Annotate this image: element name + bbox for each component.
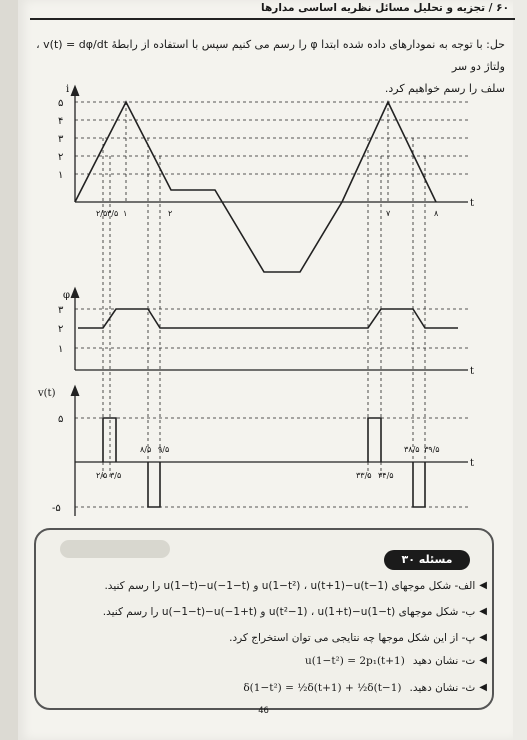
voltage-positive-pulse-1 xyxy=(103,418,116,462)
voltage-x-tick: ۸/۵ xyxy=(140,445,152,454)
page-number: 46 xyxy=(258,706,269,716)
current-y-label: i xyxy=(66,84,70,95)
voltage-x-tick: ۳۹/۵ xyxy=(424,445,440,454)
problem-formula: δ(1−t²) = ½δ(t+1) + ½δ(t−1) xyxy=(243,682,402,694)
problem-item-te xyxy=(44,653,487,669)
problem-item-text: ب- شکل موجهای u(t²−1) ، u(1+t)−u(1−t) و u(−1−t)−u(−1+t) را رسم کنید. xyxy=(102,606,476,618)
current-graph xyxy=(71,86,468,480)
flux-y-tick: ۲ xyxy=(58,324,64,335)
voltage-y-arrow xyxy=(71,386,79,396)
pointer-icon: ◀ xyxy=(479,580,487,591)
flux-y-tick: ۳ xyxy=(58,305,64,316)
current-x-tick: ۳/۵ xyxy=(107,209,119,218)
voltage-x-label: t xyxy=(470,458,475,469)
current-y-tick: ۵ xyxy=(58,98,64,109)
current-x-tick: ۲/۵ xyxy=(96,209,108,218)
problem-item-text: پ- از این شکل موجها چه نتایجی می توان استخراج کرد. xyxy=(229,632,476,644)
problem-item-text: ث- نشان دهید. xyxy=(409,682,476,694)
pointer-icon: ◀ xyxy=(479,655,487,666)
faded-bleedthrough-pill xyxy=(60,540,170,558)
current-waveform xyxy=(75,102,436,272)
current-y-arrow xyxy=(71,86,79,96)
voltage-y-label: v(t) xyxy=(38,388,56,399)
current-y-tick: ۱ xyxy=(58,170,64,181)
problem-item-alef xyxy=(44,578,487,594)
current-x-tick: ۷ xyxy=(386,209,391,218)
flux-graph xyxy=(71,288,468,370)
flux-y-tick: ۱ xyxy=(58,344,64,355)
problem-item-text: ت- نشان دهید xyxy=(412,655,476,667)
pointer-icon: ◀ xyxy=(479,632,487,643)
flux-y-label: φ xyxy=(63,290,71,301)
pointer-icon: ◀ xyxy=(479,606,487,617)
current-x-label: t xyxy=(470,198,475,209)
voltage-x-tick: ۳۳/۵ xyxy=(356,471,372,480)
voltage-x-tick: ۳/۵ xyxy=(110,471,122,480)
voltage-negative-pulse-2 xyxy=(413,462,425,507)
voltage-x-tick: ۲/۵ xyxy=(96,471,108,480)
current-x-tick: ۸ xyxy=(434,209,439,218)
voltage-y-tick: ۵ xyxy=(58,414,64,425)
current-y-tick: ۴ xyxy=(58,116,64,127)
solution-intro-line-2: سلف را رسم خواهیم کرد. xyxy=(384,82,505,95)
voltage-x-tick: ۳۴/۵ xyxy=(378,471,394,480)
voltage-negative-pulse-1 xyxy=(148,462,160,507)
flux-y-arrow xyxy=(71,288,79,298)
problem-item-be xyxy=(44,604,487,620)
voltage-x-tick: ۹/۵ xyxy=(158,445,170,454)
flux-x-label: t xyxy=(470,366,475,377)
problem-item-se xyxy=(44,680,487,696)
problem-item-pe xyxy=(44,630,487,646)
current-y-tick: ۳ xyxy=(58,134,64,145)
voltage-x-tick: ۳۸/۵ xyxy=(404,445,420,454)
problem-formula: u(1−t²) = 2p₁(t+1) xyxy=(305,655,405,667)
voltage-y-tick: -۵ xyxy=(52,503,61,514)
running-header: ۶۰ / تجزیه و تحلیل مسائل نظریه اساسی مدارها xyxy=(30,0,515,20)
pointer-icon: ◀ xyxy=(479,682,487,693)
voltage-positive-pulse-2 xyxy=(368,418,381,462)
current-x-tick: ۲ xyxy=(168,209,173,218)
current-y-tick: ۲ xyxy=(58,152,64,163)
problem-title: مسئله ۳۰ xyxy=(384,550,470,570)
problem-item-text: الف- شکل موجهای u(1−t²) ، u(t+1)−u(t−1) و u(1−t)−u(−1−t) را رسم کنید. xyxy=(104,580,476,592)
current-x-tick: ۱ xyxy=(123,209,128,218)
current-grid xyxy=(75,102,468,480)
flux-waveform xyxy=(78,309,458,328)
solution-intro-line-1: حل: با توجه به نمودارهای داده شده ابتدا φ را رسم می کنیم سپس با استفاده از رابطهٔ v(t) = dφ/dt ، ولتاژ دو سر xyxy=(36,38,505,73)
